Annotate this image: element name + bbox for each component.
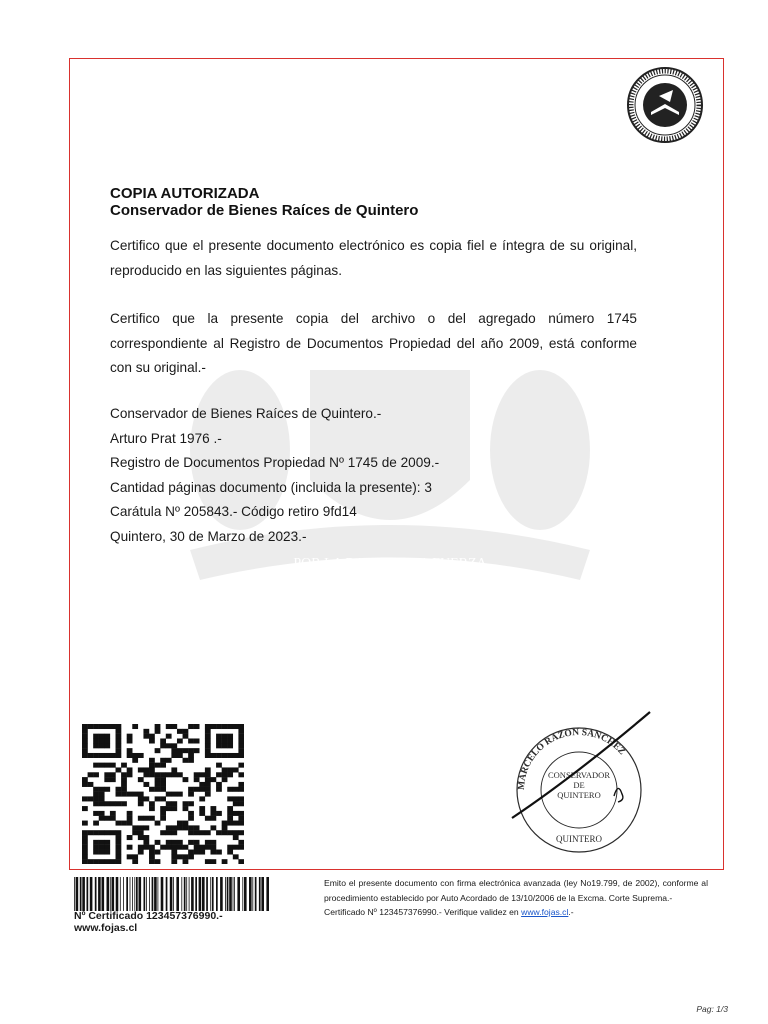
official-stamp xyxy=(502,708,656,854)
certification-paragraph-1: Certifico que el presente documento electrónico es copia fiel e íntegra de su original, reproducido en las siguientes páginas. xyxy=(110,238,637,278)
info-address: Arturo Prat 1976 .- xyxy=(110,430,222,446)
qr-code[interactable] xyxy=(82,724,244,864)
stamp-arc-text: MARCELO RAZON SANCHEZ xyxy=(516,727,627,791)
stamp-line-1: CONSERVADOR xyxy=(548,770,610,780)
fojas-link[interactable]: www.fojas.cl xyxy=(521,907,569,917)
certificate-barcode xyxy=(74,877,270,911)
footer-legal-text: Emito el presente documento con firma electrónica avanzada (ley No19.799, de 2002), conforme al procedimiento establecido por Auto Acordado de 13/10/2006 de la Excma. Corte Suprema.- xyxy=(324,878,708,903)
office-seal-icon xyxy=(626,66,704,144)
info-pages: Cantidad páginas documento (incluida la presente): 3 xyxy=(110,479,432,495)
footer-verify-line xyxy=(324,905,708,920)
footer-verify-text: Certificado Nº 123457376990.- Verifique validez en xyxy=(324,907,522,917)
heading-title: COPIA AUTORIZADA xyxy=(110,185,260,202)
info-registry: Registro de Documentos Propiedad Nº 1745 de 2009.- xyxy=(110,455,440,470)
info-caratula: Carátula Nº 205843.- Código retiro 9fd14 xyxy=(110,504,357,519)
footer-verify-suffix: .- xyxy=(568,907,574,917)
document-info xyxy=(110,402,439,549)
svg-text:MARCELO RAZON SANCHEZ xyxy=(517,728,627,790)
certificate-number: Nº Certificado 123457376990.- xyxy=(74,910,223,922)
certification-paragraph-2: Certifico que la presente copia del archivo o del agregado número 1745 correspondiente al Registro de Documentos Propiedad del año 2009, está conforme con su original.- xyxy=(110,311,637,375)
watermark-motto: POR LA RAZON O LA FUERZA xyxy=(293,556,487,571)
document-heading xyxy=(110,185,418,219)
info-office: Conservador de Bienes Raíces de Quintero.- xyxy=(110,406,382,421)
stamp-line-2: DE xyxy=(573,780,585,790)
info-place-date: Quintero, 30 de Marzo de 2023.- xyxy=(110,528,307,544)
stamp-bottom-text: QUINTERO xyxy=(556,834,602,844)
heading-subtitle: Conservador de Bienes Raíces de Quintero xyxy=(110,202,419,219)
certificate-website: www.fojas.cl xyxy=(74,922,138,934)
signature-footer xyxy=(324,876,708,920)
page-number: Pag: 1/3 xyxy=(696,1004,728,1014)
stamp-line-3: QUINTERO xyxy=(557,790,601,800)
